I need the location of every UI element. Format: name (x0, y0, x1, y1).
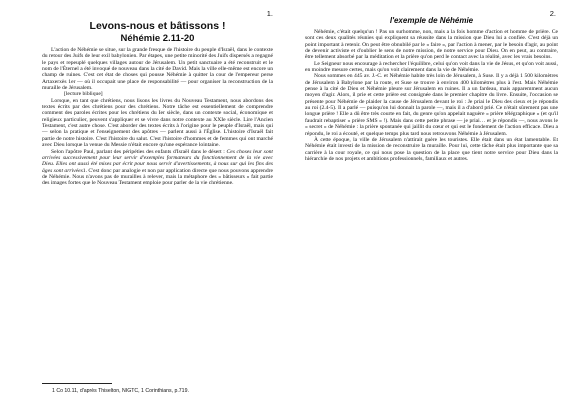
footnote (52, 388, 189, 394)
paragraph-suse: Nous sommes en 445 av. J.-C. et Néhémie habite très loin de Jérusalem, à Suse. Il y a déjà 1 500 kilomètres de Jérusalem à Babylone par la route, et Suse se trouve à environ 400 kilomètres plus à l'est. Mais Néhémie pense à la cité de Dieu et Néhémie pleure sur Jérusalem en ruines. Il a un fardeau, mais apparemment aucun moyen d'agir. Alors, il prie et cette prière est consignée dans le premier chapitre du livre. Ensuite, l'occasion se présente pour Néhémie de plaider la cause de Jérusalem devant le roi : Je priai le Dieu des cieux et je répondis au roi (2.4-5). Il a parlé — puisqu'on lui donnait la parole —, mais il a d'abord prié. Ce n'était sûrement pas une longue prière ! Elle a dû être très courte en fait, du genre qu'on appelait naguère « prière télégraphique » (et qu'il faudrait rebaptiser « prière SMS » !). Mais dans cette petite phrase — je priai… et je répondis —, nous avons le « secret » de Néhémie : la prière spontanée qui jaillit du cœur et qui est le fondement de l'action efficace. Dieu a répondu, le roi a écouté, et quelque temps plus tard nous retrouvons Néhémie à Jérusalem. (305, 73, 558, 137)
paragraph-equilibre: Le Seigneur nous encourage à rechercher l'équilibre, celui qu'on voit dans la vie de Jésus, et qu'on voit aussi, en moindre mesure certes, mais qu'on voit clairement dans la vie de Néhémie. (305, 60, 558, 74)
paul-intro: Selon l'apôtre Paul, parlant des péripéties des enfants d'Israël dans le désert : (51, 148, 227, 155)
footnote-text: 1 Co 10.11, d'après Thiselton, NIGTC, 1 Corinthians, p.719. (52, 388, 189, 394)
paul-quote: Ces choses leur sont arrivées successivement pour leur servir d'exemples formateurs du fonctionnement de la vie avec Dieu. Elles ont aussi été mises par écrit pour nous servir d'avertissements, à nous sur qui les fins des âges sont arrivées (42, 148, 273, 174)
sermon-subtitle: Néhémie 2.11-20 (120, 33, 195, 44)
footnote-divider (42, 383, 112, 384)
page-number: 2. (549, 9, 556, 18)
paragraph-paul (42, 149, 273, 187)
reading-note: [lecture biblique] (64, 91, 103, 98)
paragraph-reading: Lorsque, en tant que chrétiens, nous lisons les livres du Nouveau Testament, nous abordons des textes écrits par des chrétiens pour des chrétiens. Notre tâche est essentiellement de comprendre comment des paroles écrites pour les chrétiens du Ier siècle, dans un contexte social, économique et religieux particulier, peuvent s'appliquer et se vivre dans notre contexte au XXIe siècle. Lire l'Ancien Testament, c'est autre chose. C'est aborder des textes écrits à l'origine pour le peuple d'Israël, mais qui — selon la pratique et l'enseignement des apôtres — parlent aussi à l'Église. L'histoire d'Israël fait partie de notre histoire. C'est l'histoire du salut. C'est l'histoire d'hommes et de femmes qui ont marché avec Dieu lorsque la venue du Messie n'était encore qu'une espérance lointaine. (42, 97, 273, 149)
paragraph-nehemie: Néhémie, c'était quelqu'un ! Pas un surhomme, non, mais a la fois homme d'action et homme de prière. Ce sont ces deux qualités réunies qui expliquent sa réussite dans la mission que Dieu lui a confiée. C'est déjà un point important à retenir. On peut être obnubilé par le « faire », par l'action à mener, par le besoin d'agir, au point de devenir activiste et d'oublier le sens de notre mission, de notre service pour Dieu. On en peut, au contraire, être tellement absorbé par la méditation et la prière qu'on perd le contact avec la réalité, avec les vrais besoins. (305, 29, 558, 61)
sermon-title: Levons-nous et bâtissons ! (89, 20, 226, 32)
section-title: l'exemple de Néhémie (389, 16, 474, 25)
title-block (42, 20, 273, 44)
right-page (283, 0, 566, 400)
paragraph-jerusalem: À cette époque, la ville de Jérusalem n'attirait guère les touristes. Elle était dans un état lamentable. Et Néhémie était investi de la mission de reconstruire la muraille. Pour lui, cette tâche était plus importante que sa carrière à la cour royale, ce qui nous pose la question de la place que tient notre service pour Dieu dans la hiérarchie de nos projets et ambitions professionnels, familiaux et autres. (305, 136, 558, 162)
paul-rest: 1. C'est donc par analogie et non par application directe que nous pouvons apprendre de Néhémie. Nous n'avons pas de murailles à relever, mais la métaphore des « bâtisseurs » fait partie des images fortes que le Nouveau Testament emploie pour parler de la vie chrétienne. (42, 167, 273, 187)
paragraph-context: L'action de Néhémie se situe, sur la grande fresque de l'histoire du peuple d'Israël, dans le contexte du retour des Juifs de leur exil babylonien. Par étapes, une petite minorité des Juifs dispersés a regagné le pays et repeuplé quelques villages autour de Jérusalem. Un petit sanctuaire a été reconstruit et le nom de l'Éternel a été invoqué de nouveau dans la cité de David. Mais la ville elle-même est encore un champ de ruines. C'est cet état de choses qui pousse Néhémie à quitter la cour de l'empereur perse Artaxerxès 1er — où il occupait une place de responsabilité — pour organiser la reconstruction de la muraille de Jérusalem. (42, 47, 273, 92)
page-number: 1. (266, 9, 273, 18)
